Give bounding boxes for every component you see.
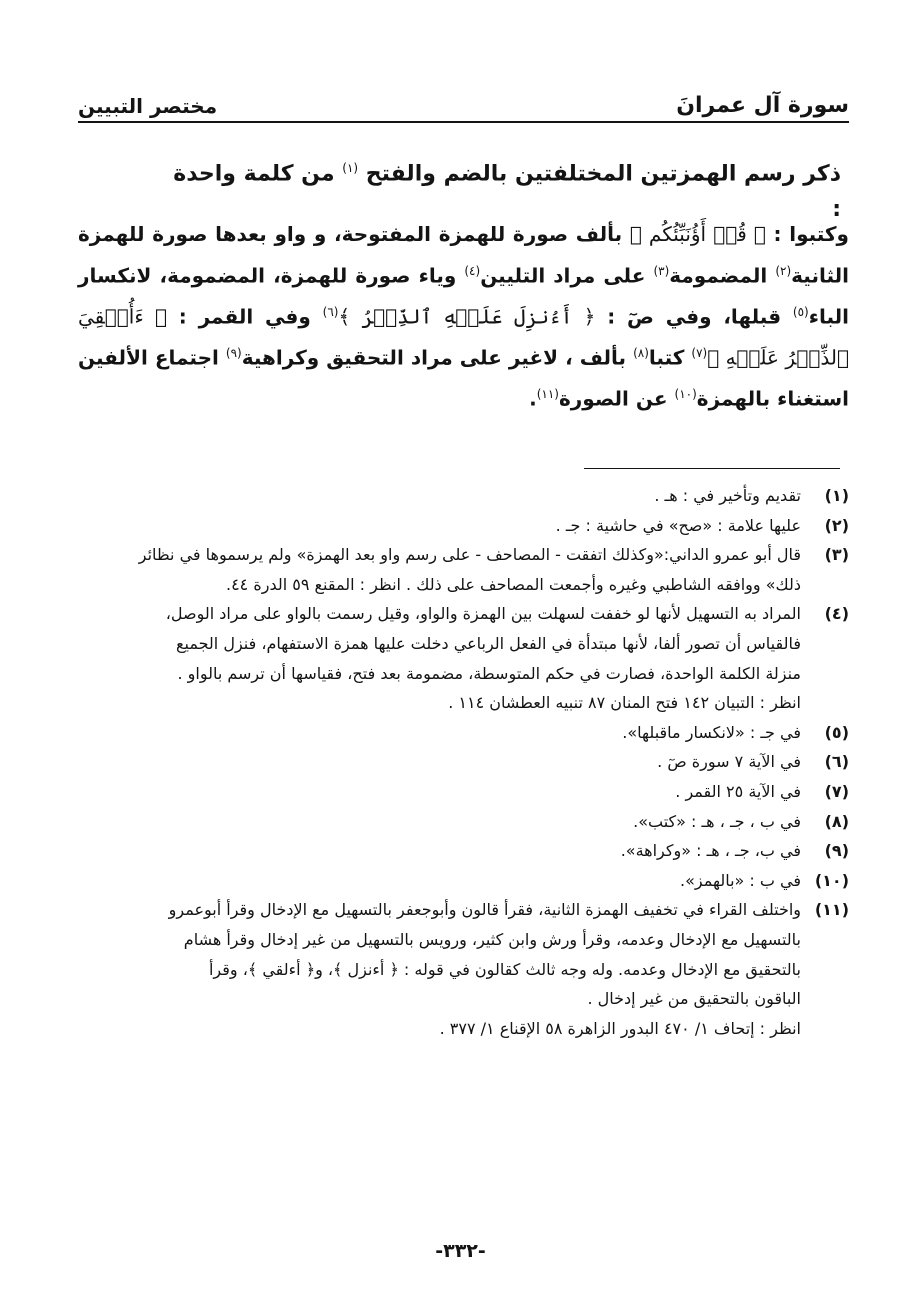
footnote-text (70, 511, 801, 541)
book-title: مختصر التبيين (78, 94, 218, 118)
footnote-text (70, 866, 801, 896)
footnote-number: (٦) (824, 752, 849, 772)
footnote-line: في ب ، جـ ، هـ : «كتب». (633, 811, 801, 831)
footnote-ref: (٥) (792, 304, 809, 319)
footnote-line: انظر : التبيان ١٤٢ فتح المنان ٨٧ تنبيه العطشان ١١٤ . (448, 693, 801, 713)
footnote-line: في الآية ٧ سورة صٓ . (657, 752, 801, 772)
footnote-text (70, 747, 801, 777)
footnote-number: (١٠) (814, 870, 849, 890)
text-run: وياء صورة للهمزة، المضمومة، لانكسار الباء (78, 263, 849, 329)
footnote-item (70, 866, 849, 896)
running-head (78, 80, 849, 118)
quran-verse: ﴿ قُلۡ أَؤُنَبِّئُكُم ﴾ (629, 222, 766, 246)
quran-verse: ﴿ ءَأُلۡقِيَ ٱلذِّكۡرُ عَلَيۡهِ ﴾ (78, 304, 849, 370)
footnote-line: ذلك» ووافقه الشاطبي وغيره وأجمعت المصاحف على ذلك . انظر : المقنع ٥٩ الدرة ٤٤. (225, 574, 801, 594)
footnote-item (70, 599, 849, 717)
footnote-ref: (١) (342, 161, 359, 175)
footnote-number: (١) (824, 486, 849, 505)
footnote-line: بالتسهيل مع الإدخال وعدمه، وقرأ ورش وابن كثير، ورويس بالتسهيل من غير إدخال وقرأ هشام (183, 929, 801, 949)
footnote-number: (٥) (824, 722, 849, 742)
footnote-text (70, 481, 801, 511)
footnote-line: في جـ : «لانكسار ماقبلها». (622, 722, 801, 742)
footnote-text (70, 777, 801, 807)
footnote-item (70, 481, 849, 511)
text-run: وفي القمر : (166, 304, 323, 329)
heading-text-end: من كلمة واحدة : (173, 161, 841, 223)
main-paragraph (78, 216, 849, 417)
footnote-line: المراد به التسهيل لأنها لو خففت لسهلت بين الهمزة والواو، وقيل رسمت بالواو على مراد الوصل، (165, 604, 801, 624)
footnote-item (70, 540, 849, 599)
footnote-separator (584, 468, 840, 469)
footnote-line: قال أبو عمرو الداني:«وكذلك اتفقت - المصاحف - على رسم واو بعد الهمزة» ولم يرسموها في نظائر (138, 545, 801, 565)
footnote-item (70, 718, 849, 748)
footnote-line: فالقياس أن تصور ألفا، لأنها مبتدأة في الفعل الرباعي دخلت عليها همزة الاستفهام، فنزل الجميع (175, 633, 801, 653)
footnote-number: (٢) (824, 515, 849, 535)
text-run: بألف صورة للهمزة المفتوحة، و واو بعدها صورة للهمزة الثانية (78, 222, 849, 288)
footnote-number: (٣) (824, 545, 849, 565)
footnote-text (70, 540, 801, 599)
footnote-ref: (٦) (322, 304, 339, 319)
surah-title: سورة آل عمرانَ (676, 93, 849, 118)
footnote-number: (٧) (824, 781, 849, 801)
footnotes (70, 481, 849, 1043)
text-run: وكتبوا : (765, 222, 849, 246)
footnote-line: الباقون بالتحقيق من غير إدخال . (587, 989, 801, 1009)
footnote-line: تقديم وتأخير في : هـ . (654, 486, 801, 505)
footnote-ref: (٣) (653, 263, 670, 278)
text-run: بألف ، لاغير على مراد التحقيق وكراهية (241, 345, 634, 370)
footnote-text (70, 599, 801, 717)
footnote-ref: (٧) (691, 345, 708, 360)
footnote-item (70, 895, 849, 1043)
footnote-line: منزلة الكلمة الواحدة، فصارت في حكم المتوسطة، مضمومة بعد فتح، فقياسها أن ترسم بالواو . (177, 663, 801, 683)
footnote-number: (١١) (814, 900, 849, 920)
text-run: المضمومة (669, 263, 776, 288)
text-run: عن الصورة (558, 386, 675, 411)
quran-verse: ﴿ أَءُنزِلَ عَلَيۡهِ ٱلذِّكۡرُ ﴾ (338, 304, 596, 329)
footnote-ref: (٨) (633, 345, 649, 360)
footnote-line: بالتحقيق مع الإدخال وعدمه. وله وجه ثالث كقالون في قوله : ﴿ أءنزل ﴾، و﴿ أءلقي ﴾، وقرأ (208, 959, 801, 979)
footnote-item (70, 747, 849, 777)
footnote-item (70, 836, 849, 866)
footnote-number: (٤) (824, 604, 849, 624)
footnote-ref: (٢) (775, 263, 792, 278)
page-number: -٣٣٢- (435, 1240, 486, 1262)
footnote-number: (٩) (824, 841, 849, 861)
header-rule (78, 121, 849, 123)
footnote-line: انظر : إتحاف ١/ ٤٧٠ البدور الزاهرة ٥٨ الإقناع ١/ ٣٧٧ . (439, 1018, 801, 1038)
text-run: قبلها، وفي صٓ : (595, 304, 793, 329)
footnote-ref: (١١) (536, 386, 559, 401)
footnote-text (70, 718, 801, 748)
footnote-line: في ب : «بالهمز». (679, 870, 801, 890)
footnote-ref: (٩) (225, 345, 242, 360)
heading-text-start: ذكر رسم الهمزتين المختلفتين بالضم والفتح (365, 161, 841, 187)
footnote-text (70, 836, 801, 866)
footnote-item (70, 777, 849, 807)
text-run: على مراد التليين (480, 263, 654, 288)
footnote-ref: (١٠) (674, 386, 697, 401)
footnote-line: عليها علامة : «صح» في حاشية : جـ . (555, 515, 801, 535)
footnote-line: في الآية ٢٥ القمر . (675, 781, 801, 801)
text-run: اجتماع الألفين استغناء بالهمزة (78, 345, 849, 411)
text-run: كتبا (648, 345, 692, 370)
footnote-ref: (٤) (464, 263, 481, 278)
footnote-item (70, 511, 849, 541)
footnote-text (70, 807, 801, 837)
footnote-number: (٨) (824, 811, 849, 831)
footnote-line: في ب، جـ ، هـ : «وكراهة». (620, 841, 801, 861)
footnote-line: واختلف القراء في تخفيف الهمزة الثانية، فقرأ قالون وأبوجعفر بالتسهيل مع الإدخال وقرأ أبوعمرو (168, 900, 801, 920)
footnote-text (70, 895, 801, 1043)
footnote-item (70, 807, 849, 837)
text-run: . (529, 386, 537, 411)
